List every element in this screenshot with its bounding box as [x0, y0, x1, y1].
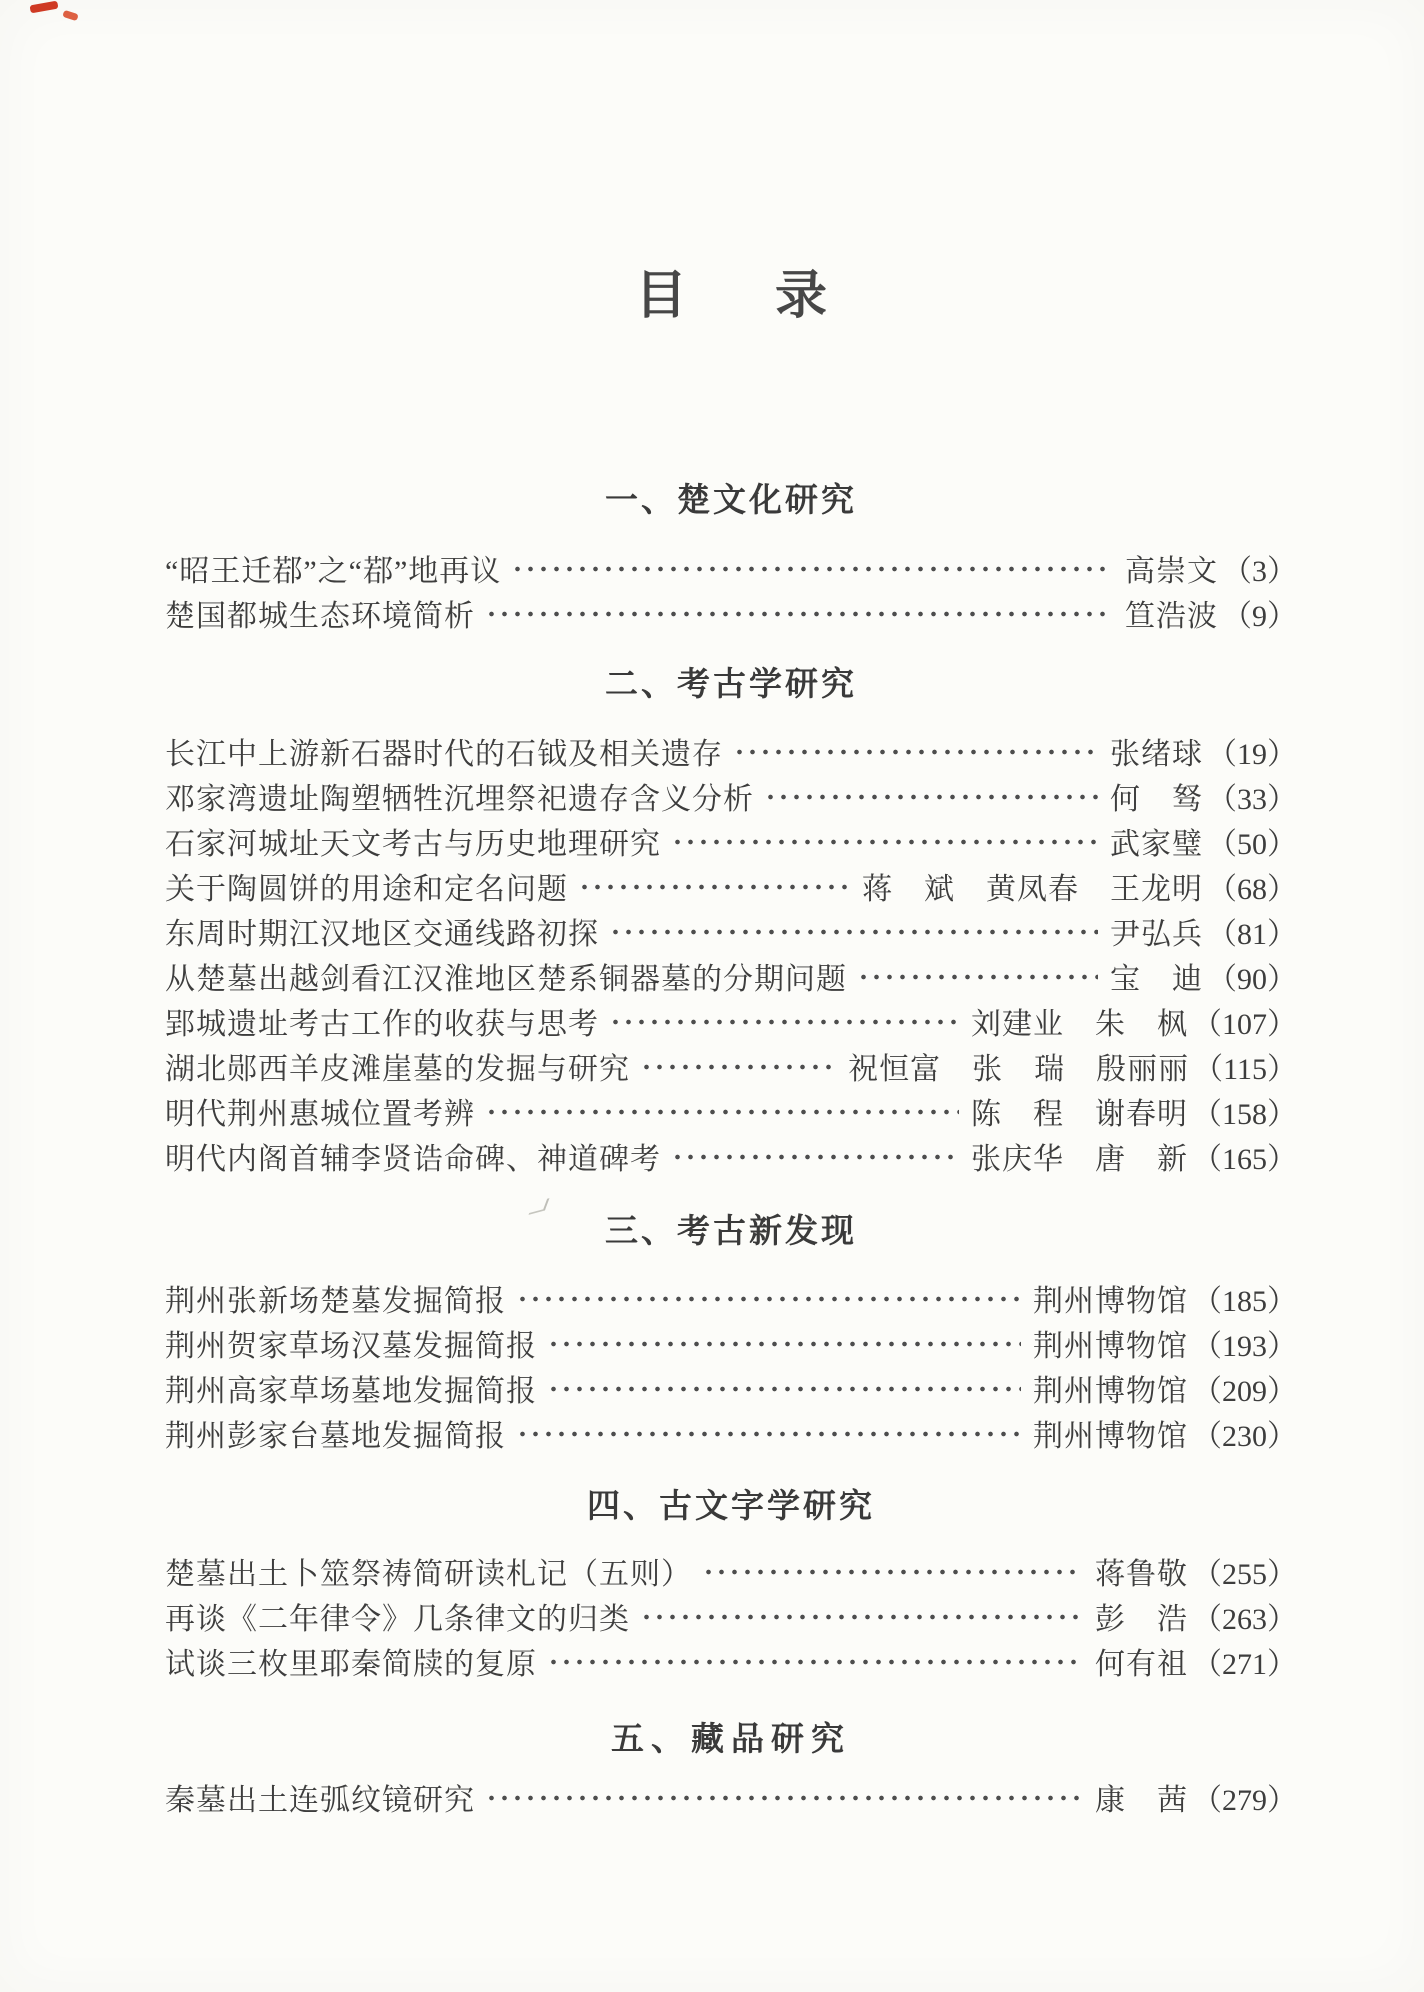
dotted-leader	[671, 1154, 959, 1160]
dotted-leader	[702, 1569, 1083, 1575]
dotted-leader	[485, 1795, 1083, 1801]
entry-page: （107）	[1192, 1007, 1297, 1041]
entry-authors: 荆州博物馆	[1033, 1284, 1188, 1318]
section-1-entries	[165, 545, 1297, 635]
entry-page: （185）	[1192, 1284, 1297, 1318]
entry-title: 荆州贺家草场汉墓发掘简报	[165, 1329, 537, 1363]
entry-authors: 刘建业 朱 枫	[971, 1007, 1188, 1041]
dotted-leader	[547, 1659, 1083, 1665]
entry-authors: 蒋 斌 黄凤春 王龙明	[862, 872, 1203, 906]
dotted-leader	[857, 974, 1098, 980]
dotted-leader	[609, 1019, 959, 1025]
entry-title: 湖北郧西羊皮滩崖墓的发掘与研究	[165, 1052, 630, 1086]
entry-page: （255）	[1192, 1557, 1297, 1591]
entry-title: “昭王迁鄀”之“鄀”地再议	[165, 554, 502, 588]
toc-entry	[165, 1320, 1297, 1365]
section-2-entries	[165, 728, 1297, 1178]
section-5-entries	[165, 1774, 1297, 1819]
entry-title: 石家河城址天文考古与历史地理研究	[165, 827, 661, 861]
section-heading-1: 一、楚文化研究	[605, 481, 857, 518]
entry-authors: 宝 迪	[1110, 962, 1203, 996]
toc-entry	[165, 1548, 1297, 1593]
page-title	[165, 255, 1297, 325]
dotted-leader	[516, 1296, 1021, 1302]
title-char: 录	[775, 267, 828, 325]
entry-authors: 蒋鲁敬	[1095, 1557, 1188, 1591]
entry-page: （81）	[1207, 917, 1297, 951]
toc-entry	[165, 590, 1297, 635]
entry-title: 关于陶圆饼的用途和定名问题	[165, 872, 568, 906]
red-ink-mark	[30, 1, 59, 14]
dotted-leader	[511, 566, 1113, 572]
entry-page: （33）	[1207, 782, 1297, 816]
entry-page: （90）	[1207, 962, 1297, 996]
dotted-leader	[547, 1341, 1021, 1347]
section-heading-5: 五、藏品研究	[611, 1720, 851, 1757]
entry-title: 荆州高家草场墓地发掘简报	[165, 1374, 537, 1408]
entry-authors: 高崇文	[1125, 554, 1218, 588]
entry-page: （271）	[1192, 1647, 1297, 1681]
toc-entry	[165, 953, 1297, 998]
toc-entry	[165, 1133, 1297, 1178]
entry-page: （230）	[1192, 1419, 1297, 1453]
entry-page: （19）	[1207, 737, 1297, 771]
entry-authors: 陈 程 谢春明	[971, 1097, 1188, 1131]
entry-title: 试谈三枚里耶秦简牍的复原	[165, 1647, 537, 1681]
entry-title: 明代内阁首辅李贤诰命碑、神道碑考	[165, 1142, 661, 1176]
dotted-leader	[578, 884, 850, 890]
entry-authors: 尹弘兵	[1110, 917, 1203, 951]
entry-authors: 荆州博物馆	[1033, 1329, 1188, 1363]
dotted-leader	[547, 1386, 1021, 1392]
entry-page: （115）	[1193, 1052, 1297, 1086]
entry-page: （3）	[1222, 554, 1297, 588]
red-ink-mark	[62, 10, 78, 21]
section-heading-3: 三、考古新发现	[605, 1212, 857, 1249]
entry-page: （68）	[1207, 872, 1297, 906]
toc-entry	[165, 1410, 1297, 1455]
entry-title: 郢城遗址考古工作的收获与思考	[165, 1007, 599, 1041]
entry-page: （209）	[1192, 1374, 1297, 1408]
toc-entry	[165, 1275, 1297, 1320]
dotted-leader	[640, 1614, 1083, 1620]
entry-authors: 祝恒富 张 瑞 殷丽丽	[848, 1052, 1190, 1086]
entry-authors: 何有祖	[1095, 1647, 1188, 1681]
toc-entry	[165, 773, 1297, 818]
entry-authors: 彭 浩	[1095, 1602, 1188, 1636]
entry-page: （50）	[1207, 827, 1297, 861]
entry-authors: 何 驽	[1110, 782, 1203, 816]
entry-authors: 笪浩波	[1125, 599, 1218, 633]
section-heading-2: 二、考古学研究	[605, 665, 857, 702]
toc-entry	[165, 728, 1297, 773]
toc-entry	[165, 1365, 1297, 1410]
entry-title: 从楚墓出越剑看江汉淮地区楚系铜器墓的分期问题	[165, 962, 847, 996]
entry-title: 再谈《二年律令》几条律文的归类	[165, 1602, 630, 1636]
toc-entry	[165, 818, 1297, 863]
entry-authors: 康 茜	[1095, 1783, 1188, 1817]
entry-page: （279）	[1192, 1783, 1297, 1817]
entry-page: （263）	[1192, 1602, 1297, 1636]
entry-title: 东周时期江汉地区交通线路初探	[165, 917, 599, 951]
entry-title: 明代荆州惠城位置考辨	[165, 1097, 475, 1131]
toc-content	[165, 0, 1297, 1819]
title-char: 目	[634, 267, 687, 325]
entry-authors: 张绪球	[1110, 737, 1203, 771]
entry-page: （158）	[1192, 1097, 1297, 1131]
toc-entry	[165, 1774, 1297, 1819]
dotted-leader	[640, 1064, 836, 1070]
entry-page: （165）	[1192, 1142, 1297, 1176]
entry-title: 长江中上游新石器时代的石钺及相关遗存	[165, 737, 723, 771]
dotted-leader	[764, 794, 1098, 800]
entry-title: 楚墓出土卜筮祭祷简研读札记（五则）	[165, 1557, 692, 1591]
toc-entry	[165, 1593, 1297, 1638]
toc-entry	[165, 863, 1297, 908]
entry-authors: 荆州博物馆	[1033, 1419, 1188, 1453]
toc-entry	[165, 908, 1297, 953]
dotted-leader	[671, 839, 1098, 845]
toc-entry	[165, 1638, 1297, 1683]
section-3-entries	[165, 1275, 1297, 1455]
entry-authors: 张庆华 唐 新	[971, 1142, 1188, 1176]
dotted-leader	[485, 611, 1113, 617]
entry-title: 楚国都城生态环境简析	[165, 599, 475, 633]
entry-authors: 武家璧	[1110, 827, 1203, 861]
toc-entry	[165, 545, 1297, 590]
toc-entry	[165, 1043, 1297, 1088]
section-4-entries	[165, 1548, 1297, 1683]
section-heading-4: 四、古文字学研究	[587, 1487, 875, 1524]
entry-title: 荆州张新场楚墓发掘简报	[165, 1284, 506, 1318]
dotted-leader	[609, 929, 1098, 935]
entry-title: 荆州彭家台墓地发掘简报	[165, 1419, 506, 1453]
entry-authors: 荆州博物馆	[1033, 1374, 1188, 1408]
entry-title: 邓家湾遗址陶塑牺牲沉埋祭祀遗存含义分析	[165, 782, 754, 816]
dotted-leader	[733, 749, 1098, 755]
dotted-leader	[516, 1431, 1021, 1437]
entry-page: （193）	[1192, 1329, 1297, 1363]
toc-entry	[165, 1088, 1297, 1133]
toc-entry	[165, 998, 1297, 1043]
dotted-leader	[485, 1109, 959, 1115]
entry-page: （9）	[1222, 599, 1297, 633]
entry-title: 秦墓出土连弧纹镜研究	[165, 1783, 475, 1817]
